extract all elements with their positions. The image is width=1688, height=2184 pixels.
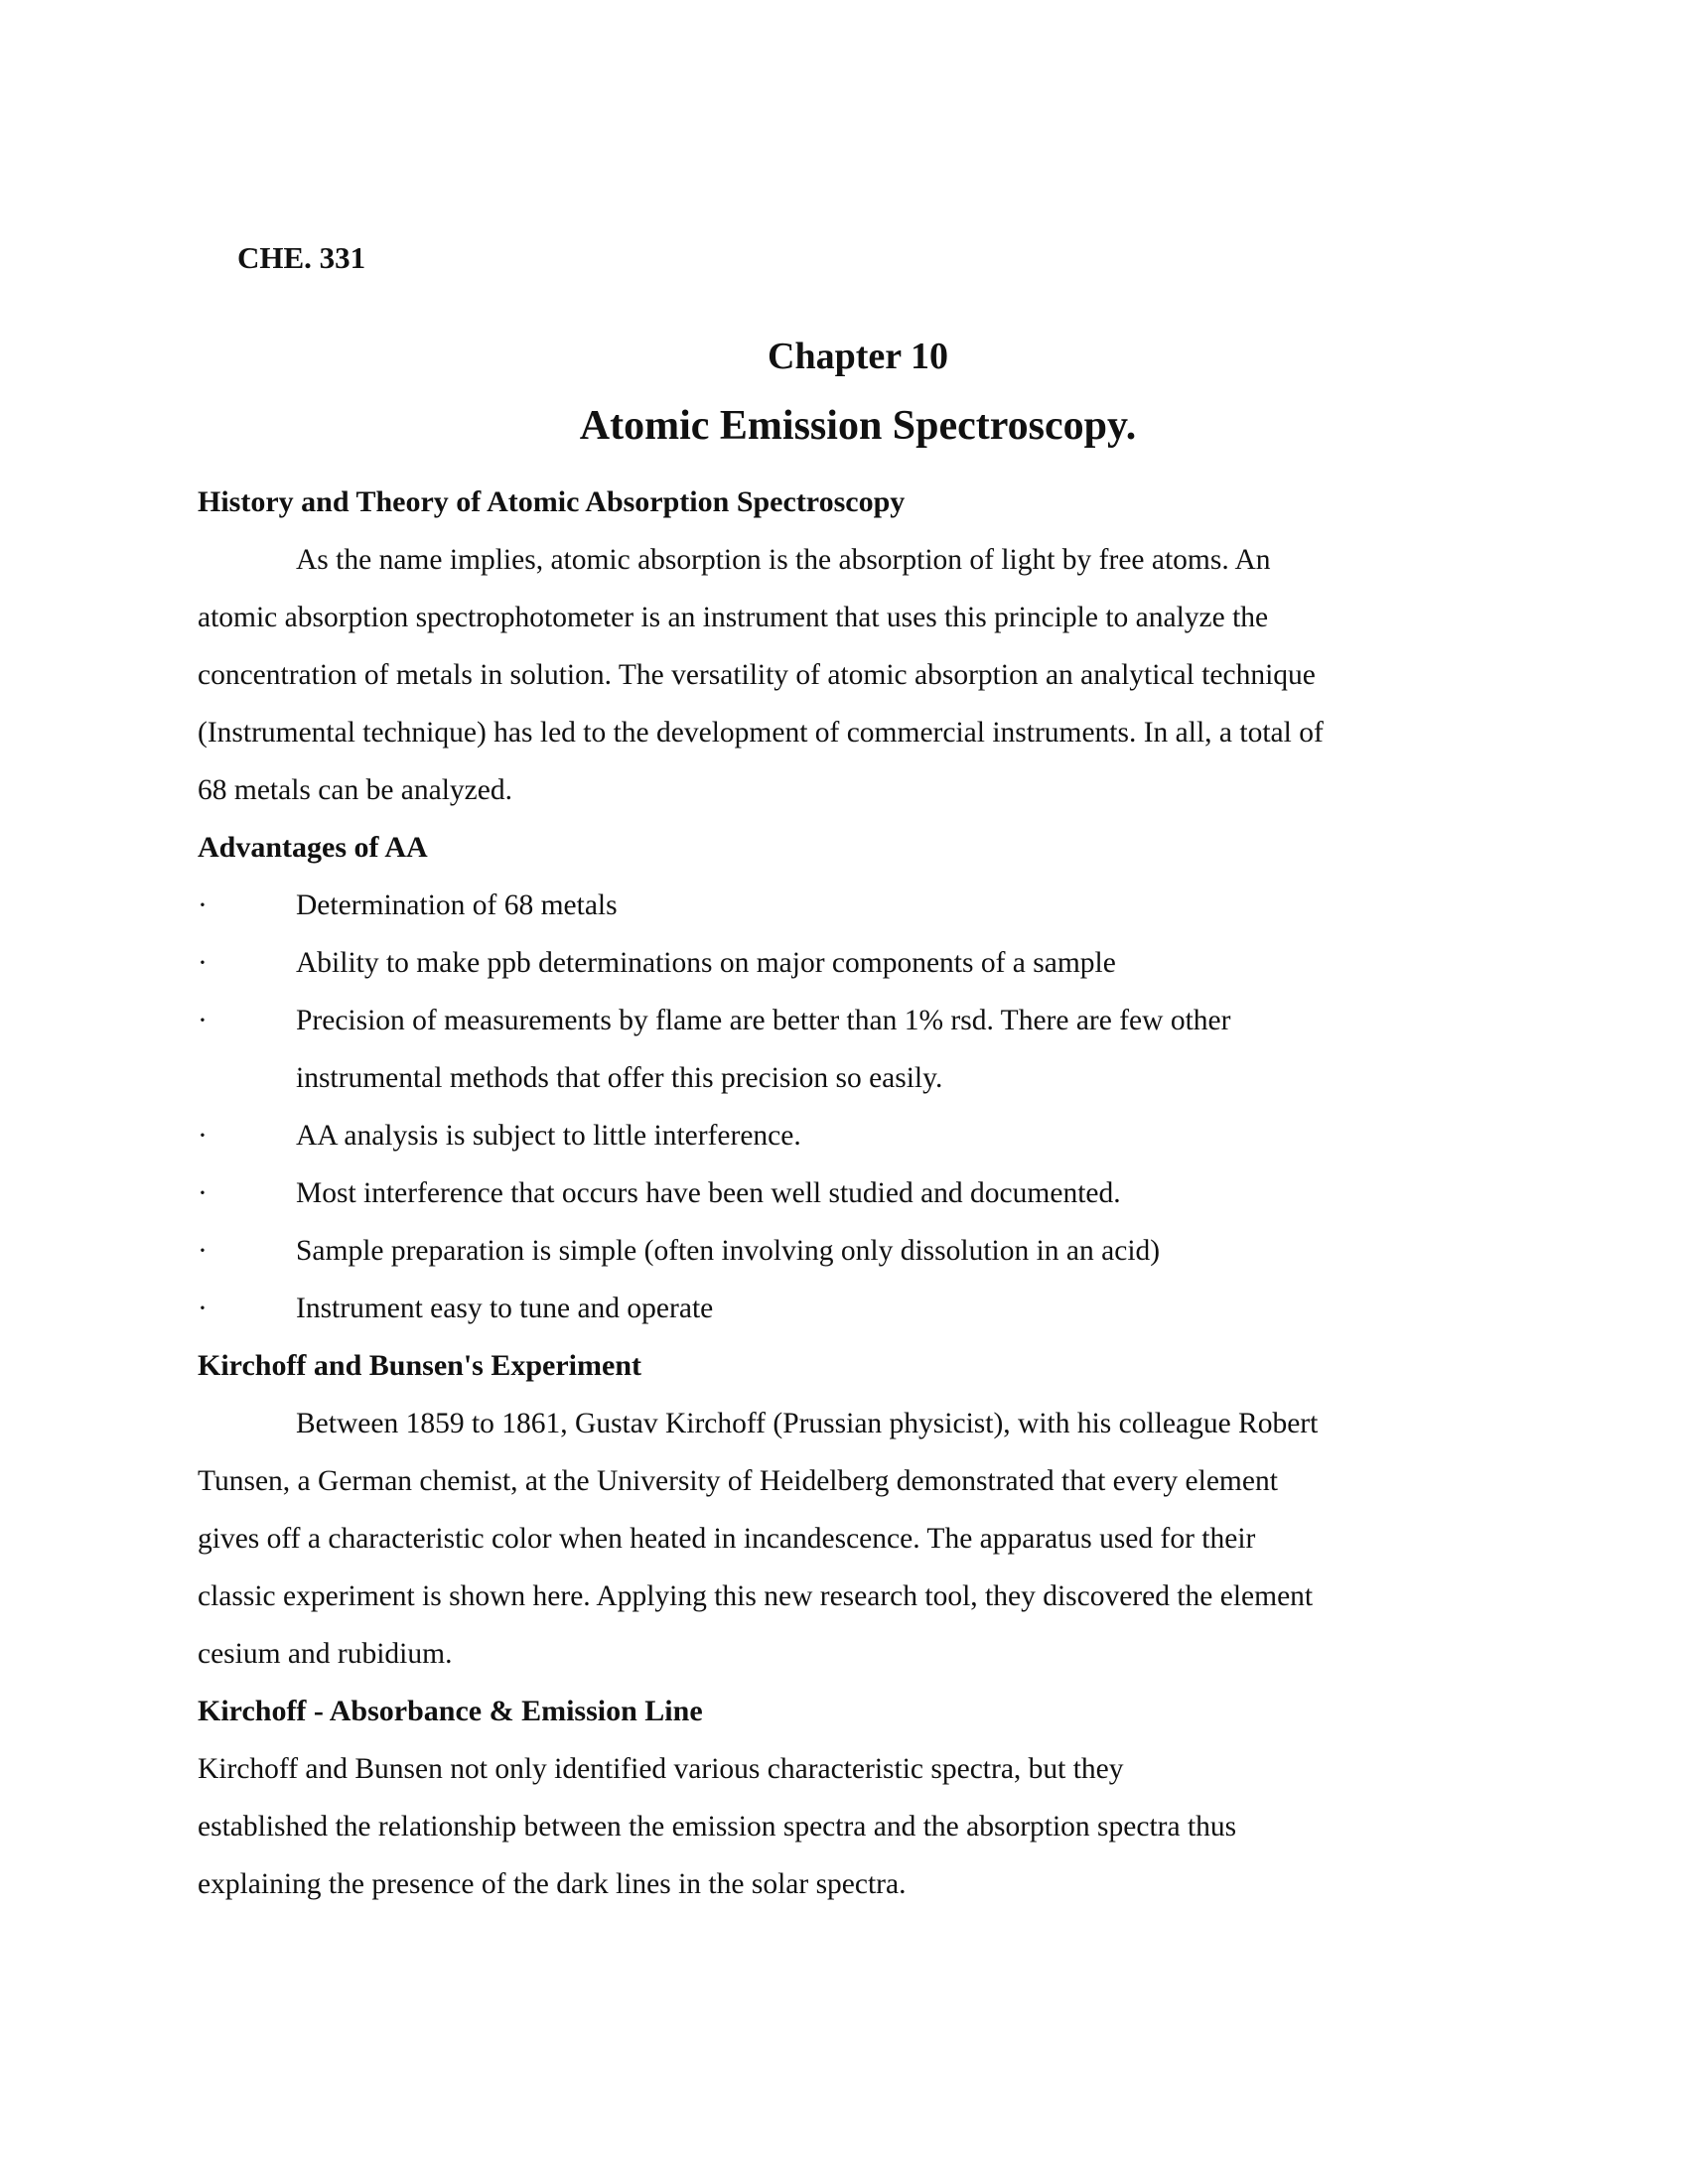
text-line: Kirchoff and Bunsen not only identified various characteristic spectra, but they [198,1753,1124,1785]
section-heading-absorbance-emission: Kirchoff - Absorbance & Emission Line [198,1695,703,1727]
bullet-marker: · [198,1235,208,1267]
bullet-marker: · [198,1293,208,1324]
list-item [198,992,1498,1107]
document-body [198,474,1498,1913]
advantages-list [198,877,1498,1337]
chapter-title: Atomic Emission Spectroscopy. [579,403,1137,449]
text-line: Tunsen, a German chemist, at the University of Heidelberg demonstrated that every element [198,1465,1278,1497]
text-line: cesium and rubidium. [198,1638,453,1670]
list-item-text: Most interference that occurs have been well studied and documented. [296,1177,1121,1209]
list-item [198,1280,1498,1337]
list-item [198,1107,1498,1164]
list-item-text: AA analysis is subject to little interference. [296,1120,801,1152]
paragraph-kirchoff-bunsen [198,1395,1498,1683]
text-line: Between 1859 to 1861, Gustav Kirchoff (Prussian physicist), with his colleague Robert [296,1408,1319,1439]
text-line: concentration of metals in solution. The versatility of atomic absorption an analytical technique [198,659,1316,691]
bullet-marker: · [198,947,208,979]
text-line: 68 metals can be analyzed. [198,774,512,806]
list-item-text: Ability to make ppb determinations on major components of a sample [296,947,1116,979]
bullet-marker: · [198,1177,208,1209]
chapter-label: Chapter 10 [768,336,948,377]
bullet-marker: · [198,889,208,921]
text-line: As the name implies, atomic absorption is the absorption of light by free atoms. An [296,544,1271,576]
list-item [198,934,1498,992]
course-code: CHE. 331 [237,240,366,275]
section-heading-history: History and Theory of Atomic Absorption Spectroscopy [198,485,906,518]
text-line: explaining the presence of the dark lines in the solar spectra. [198,1868,907,1900]
list-item-text: Determination of 68 metals [296,889,618,921]
list-item-text: Instrument easy to tune and operate [296,1293,714,1324]
bullet-marker: · [198,1120,208,1152]
list-item [198,877,1498,934]
text-line: gives off a characteristic color when heated in incandescence. The apparatus used for their [198,1523,1256,1555]
list-item [198,1222,1498,1280]
text-line: classic experiment is shown here. Applying this new research tool, they discovered the element [198,1580,1314,1612]
section-heading-advantages: Advantages of AA [198,831,428,864]
list-item-text: instrumental methods that offer this precision so easily. [296,1062,943,1094]
bullet-marker: · [198,1005,208,1036]
paragraph-absorbance-emission [198,1740,1498,1913]
text-line: established the relationship between the emission spectra and the absorption spectra thus [198,1811,1237,1843]
text-line: (Instrumental technique) has led to the development of commercial instruments. In all, a total of [198,717,1324,749]
list-item [198,1164,1498,1222]
list-item-text: Sample preparation is simple (often involving only dissolution in an acid) [296,1235,1161,1267]
paragraph-history [198,531,1498,819]
section-heading-kirchoff-bunsen: Kirchoff and Bunsen's Experiment [198,1349,641,1382]
list-item-text: Precision of measurements by flame are better than 1% rsd. There are few other [296,1005,1231,1036]
text-line: atomic absorption spectrophotometer is an instrument that uses this principle to analyze the [198,602,1269,633]
